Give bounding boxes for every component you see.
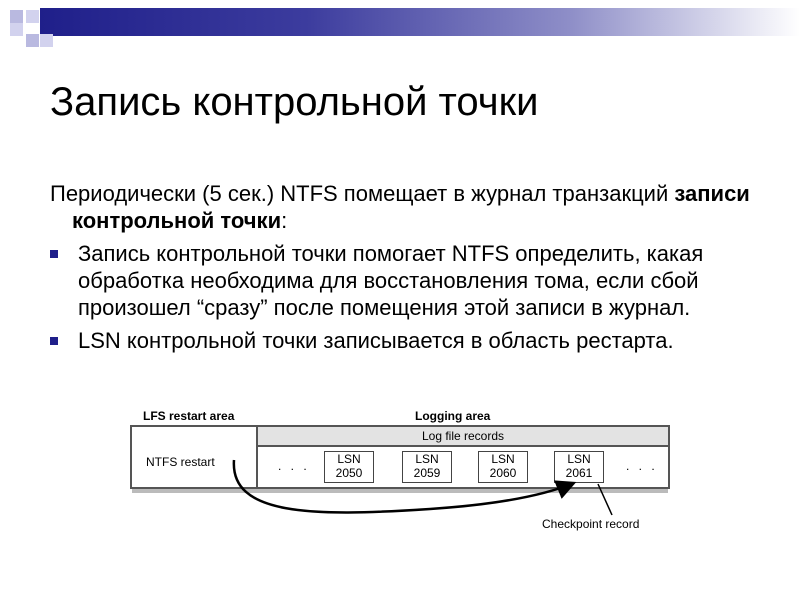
lsn-number: 2060 xyxy=(489,466,517,480)
ellipsis-right: . . . xyxy=(626,459,658,473)
decor-square xyxy=(10,23,23,36)
lsn-label: LSN xyxy=(491,452,515,466)
bullet-item xyxy=(50,327,770,354)
log-file-records-header: Log file records xyxy=(258,427,668,447)
checkpoint-record-label: Checkpoint record xyxy=(542,517,640,531)
bullet-text: LSN контрольной точки записывается в область рестарта. xyxy=(78,328,674,353)
lfs-restart-area-label: LFS restart area xyxy=(140,409,237,423)
slide-title: Запись контрольной точки xyxy=(50,80,539,124)
checkpoint-label-pointer xyxy=(598,484,612,515)
lsn-label: LSN xyxy=(567,452,591,466)
intro-bold-text: записи контрольной точки xyxy=(72,181,750,233)
pointer-arrows xyxy=(130,405,680,535)
log-file-diagram xyxy=(130,405,680,535)
lsn-label: LSN xyxy=(415,452,439,466)
lsn-number: 2059 xyxy=(413,466,441,480)
lsn-label: LSN xyxy=(337,452,361,466)
intro-text: Периодически (5 сек.) NTFS помещает в журнал транзакций xyxy=(50,181,675,206)
ntfs-restart-label: NTFS restart xyxy=(146,455,215,469)
header-gradient-bar xyxy=(40,8,800,36)
decor-square xyxy=(26,34,39,47)
lsn-number: 2061 xyxy=(565,466,593,480)
ellipsis-left: . . . xyxy=(278,459,310,473)
square-bullet-icon xyxy=(50,250,58,258)
lsn-number: 2050 xyxy=(335,466,363,480)
logging-area-label: Logging area xyxy=(415,409,491,423)
decor-square xyxy=(26,10,39,23)
slide-body xyxy=(50,180,770,360)
bullet-text: Запись контрольной точки помогает NTFS определить, какая обработка необходима для восстановления тома, если сбой произошел “сразу” после помещения этой записи в журнал. xyxy=(78,241,704,320)
decor-square xyxy=(40,34,53,47)
intro-paragraph xyxy=(50,180,770,234)
bullet-item xyxy=(50,240,770,321)
intro-colon: : xyxy=(281,208,288,233)
decor-square xyxy=(10,10,23,23)
restart-to-checkpoint-arrow xyxy=(234,460,574,512)
square-bullet-icon xyxy=(50,337,58,345)
